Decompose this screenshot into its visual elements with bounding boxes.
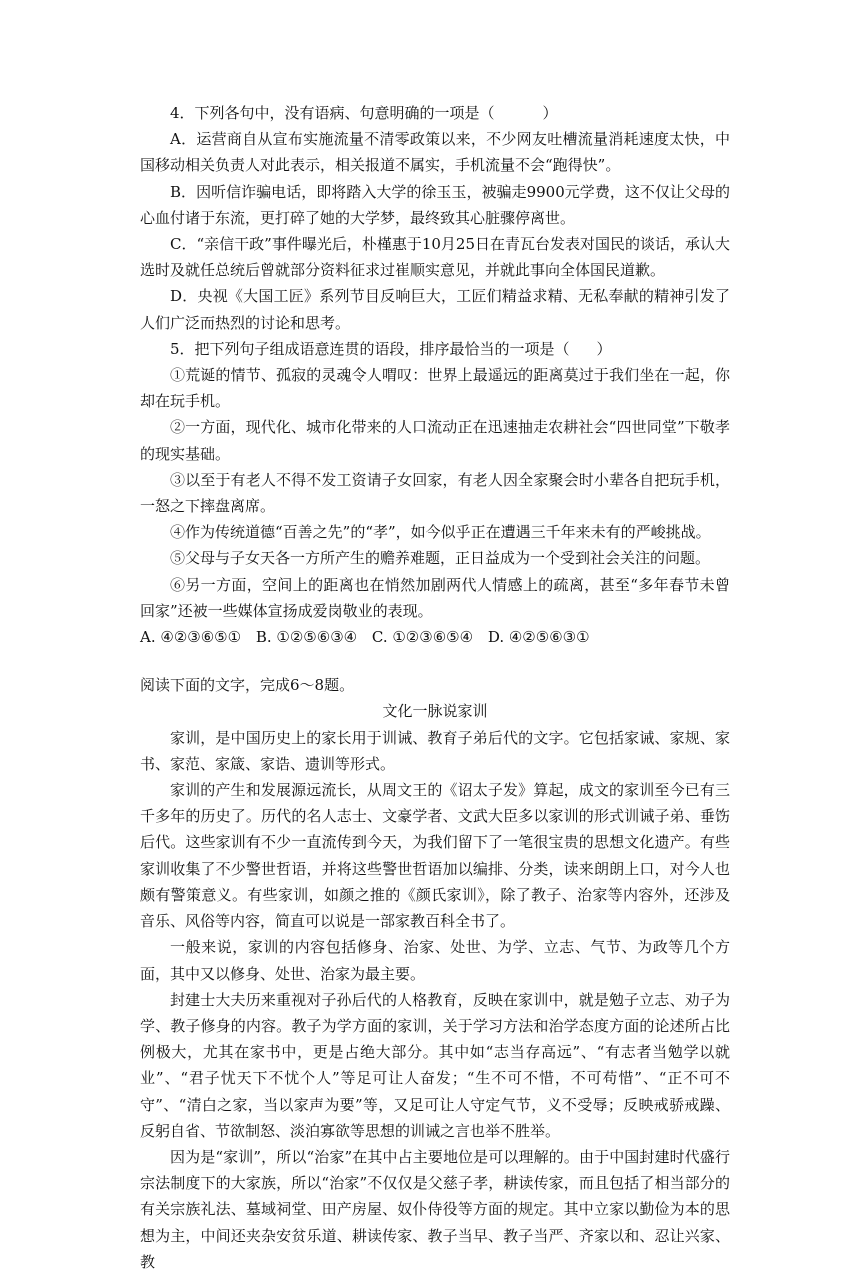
article-title: 文化一脉说家训 <box>382 702 488 721</box>
question-4-stem: 4．下列各句中，没有语病、句意明确的一项是（ ） <box>170 104 558 122</box>
question-5-sentence-3: ③以至于有老人不得不发工资请子女回家，有老人因全家聚会时小辈各自把玩手机，一怒之下摔盘离席。 <box>140 470 730 516</box>
article-paragraph-4: 封建士大夫历来重视对子孙后代的人格教育，反映在家训中，就是勉子立志、劝子为学、教子修身的内容。教子为学方面的家训，关于学习方法和治学态度方面的论述所占比例极大，尤其在家书中，更是占绝大部分。其中如“志当存高远”、“有志者当勉学以就业”、“君子忧天下不忧个人”等足可让人奋发；“生不可不惜，不可苟惜”、“正不可不守”、“清白之家，当以家声为要”等，又足可让人守定气节，义不受辱；反映戒骄戒躁、反躬自省、节欲制怒、淡泊寡欲等思想的训诫之言也举不胜举。 <box>140 990 730 1140</box>
question-5-sentence-4: ④作为传统道德“百善之先”的“孝”，如今似乎正在遭遇三千年来未有的严峻挑战。 <box>170 523 711 542</box>
article-paragraph-3: 一般来说，家训的内容包括修身、治家、处世、为学、立志、气节、为政等几个方面，其中又以修身、处世、治家为最主要。 <box>140 938 730 983</box>
question-4-option-c: C．“亲信干政”事件曝光后，朴槿惠于10月25日在青瓦台发表对国民的谈话，承认大选时及就任总统后曾就部分资料征求过崔顺实意见，并就此事向全体国民道歉。 <box>140 235 730 280</box>
question-5-stem: 5．把下列句子组成语意连贯的语段，排序最恰当的一项是（ ） <box>170 339 612 358</box>
document-page <box>140 100 730 1275</box>
question-5-choices <box>140 624 730 650</box>
question-5-sentence-1: ①荒诞的情节、孤寂的灵魂令人喟叹：世界上最遥远的距离莫过于我们坐在一起，你却在玩手机。 <box>140 366 730 411</box>
question-5-choice-b: B. ①②⑤⑥③④ <box>255 628 358 647</box>
question-4-option-d: D．央视《大国工匠》系列节目反响巨大，工匠们精益求精、无私奉献的精神引发了人们广泛而热烈的讨论和思考。 <box>140 287 730 332</box>
question-4-option-a: A．运营商自从宣布实施流量不清零政策以来，不少网友吐槽流量消耗速度太快，中国移动相关负责人对此表示，相关报道不属实，手机流量不会“跑得快”。 <box>140 130 730 175</box>
reading-instruction: 阅读下面的文字，完成6～8题。 <box>140 676 355 695</box>
question-5-choice-d: D. ④②⑤⑥③① <box>487 628 590 647</box>
article-paragraph-2: 家训的产生和发展源远流长，从周文王的《诏太子发》算起，成文的家训至今已有三千多年的历史了。历代的名人志士、文豪学者、文武大臣多以家训的形式训诫子弟、垂饬后代。这些家训有不少一直流传到今天，为我们留下了一笔很宝贵的思想文化遗产。有些家训收集了不少警世哲语，并将这些警世哲语加以编排、分类，读来朗朗上口，对今人也颇有警策意义。有些家训，如颜之推的《颜氏家训》，除了教子、治家等内容外，还涉及音乐、风俗等内容，简直可以说是一部家教百科全书了。 <box>140 781 730 931</box>
question-5-sentence-5: ⑤父母与子女天各一方所产生的赡养难题，正日益成为一个受到社会关注的问题。 <box>170 549 711 568</box>
question-5-sentence-2: ②一方面，现代化、城市化带来的人口流动正在迅速抽走农耕社会“四世同堂”下敬孝的现实基础。 <box>140 418 730 463</box>
question-5-choice-c: C. ①②③⑥⑤④ <box>371 628 474 647</box>
question-5-sentence-6: ⑥另一方面，空间上的距离也在悄然加剧两代人情感上的疏离，甚至“多年春节未曾回家”还被一些媒体宣扬成爱岗敬业的表现。 <box>140 575 730 620</box>
article-paragraph-5: 因为是“家训”，所以“治家”在其中占主要地位是可以理解的。由于中国封建时代盛行宗法制度下的大家族，所以“治家”不仅仅是父慈子孝，耕读传家，而且包括了相当部分的有关宗族礼法、墓域祠堂、田产房屋、奴仆侍役等方面的规定。其中立家以勤俭为本的思想为主，中间还夹杂安贫乐道、耕读传家、教子当早、教子当严、齐家以和、忍让兴家、教 <box>140 1147 730 1271</box>
question-4-option-b: B．因听信诈骗电话，即将踏入大学的徐玉玉，被骗走9900元学费，这不仅让父母的心血付诸于东流，更打碎了她的大学梦，最终致其心脏骤停离世。 <box>140 182 730 227</box>
article-paragraph-1: 家训，是中国历史上的家长用于训诫、教育子弟后代的文字。它包括家诫、家规、家书、家范、家箴、家诰、遗训等形式。 <box>140 728 730 773</box>
question-5-choice-a: A. ④②③⑥⑤① <box>140 628 242 647</box>
